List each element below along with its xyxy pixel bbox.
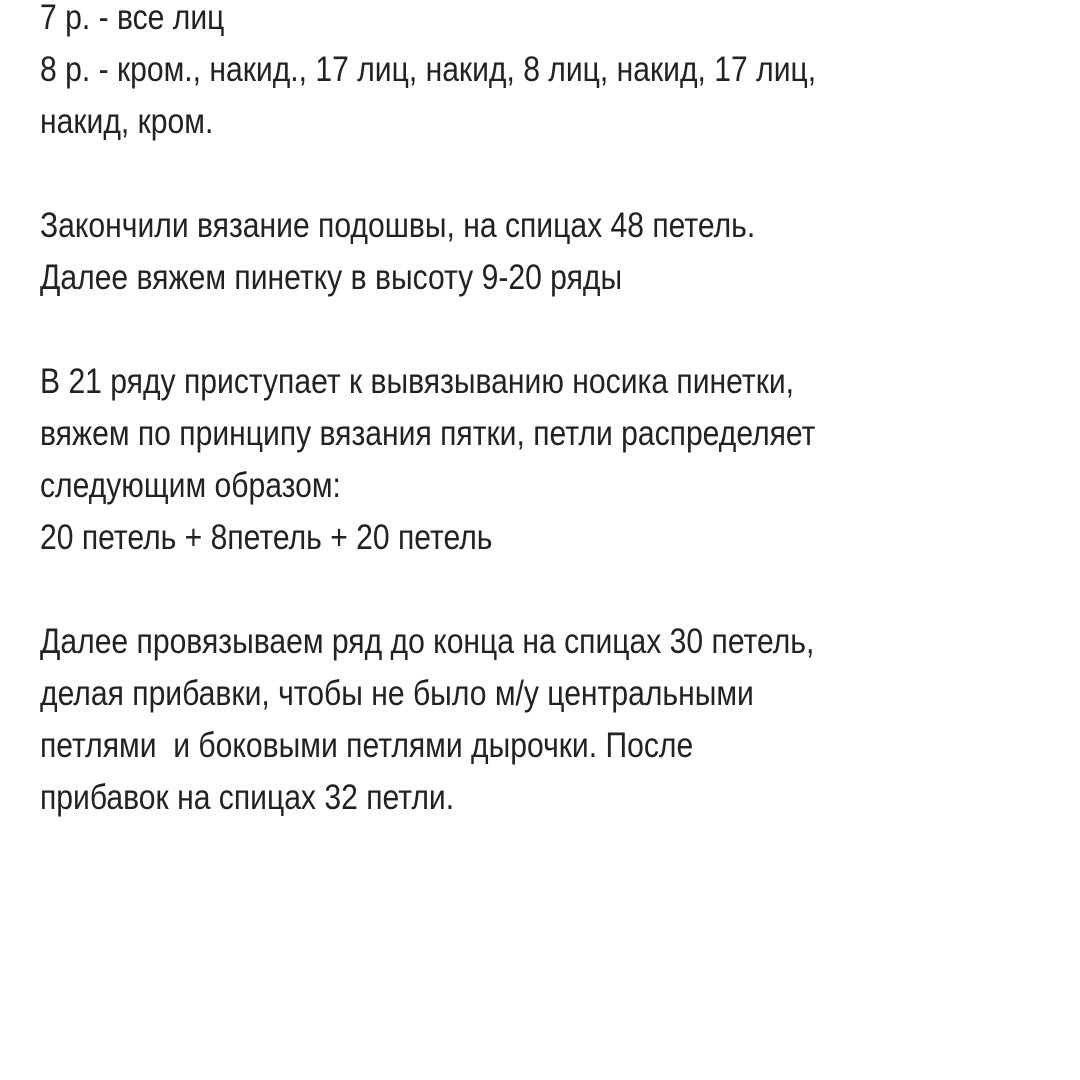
paragraph-toe-start [40,356,1080,564]
text-line: прибавок на спицах 32 петли. [40,778,455,817]
paragraph-gap [40,564,1080,616]
text-line: 20 петель + 8петель + 20 петель [40,518,493,557]
text-line: Закончили вязание подошвы, на спицах 48 петель. [40,206,756,245]
paragraph-rows-7-8 [40,0,1080,148]
text-line: делая прибавки, чтобы не было м/у центральными [40,674,754,713]
text-line: 7 р. - все лиц [40,0,225,37]
text-line: следующим образом: [40,466,341,505]
text-line: Далее вяжем пинетку в высоту 9-20 ряды [40,258,623,297]
text-line: накид, кром. [40,102,214,141]
text-line: В 21 ряду приступает к вывязыванию носика пинетки, [40,362,795,401]
text-line: вяжем по принципу вязания пятки, петли распределяет [40,414,816,453]
paragraph-sole-finished [40,200,1080,304]
paragraph-gap [40,148,1080,200]
document-text [40,0,1080,824]
paragraph-increases [40,616,1080,824]
text-line: 8 р. - кром., накид., 17 лиц, накид, 8 лиц, накид, 17 лиц, [40,50,817,89]
paragraph-gap [40,304,1080,356]
text-line: петлями и боковыми петлями дырочки. После [40,726,694,765]
text-line: Далее провязываем ряд до конца на спицах 30 петель, [40,622,815,661]
